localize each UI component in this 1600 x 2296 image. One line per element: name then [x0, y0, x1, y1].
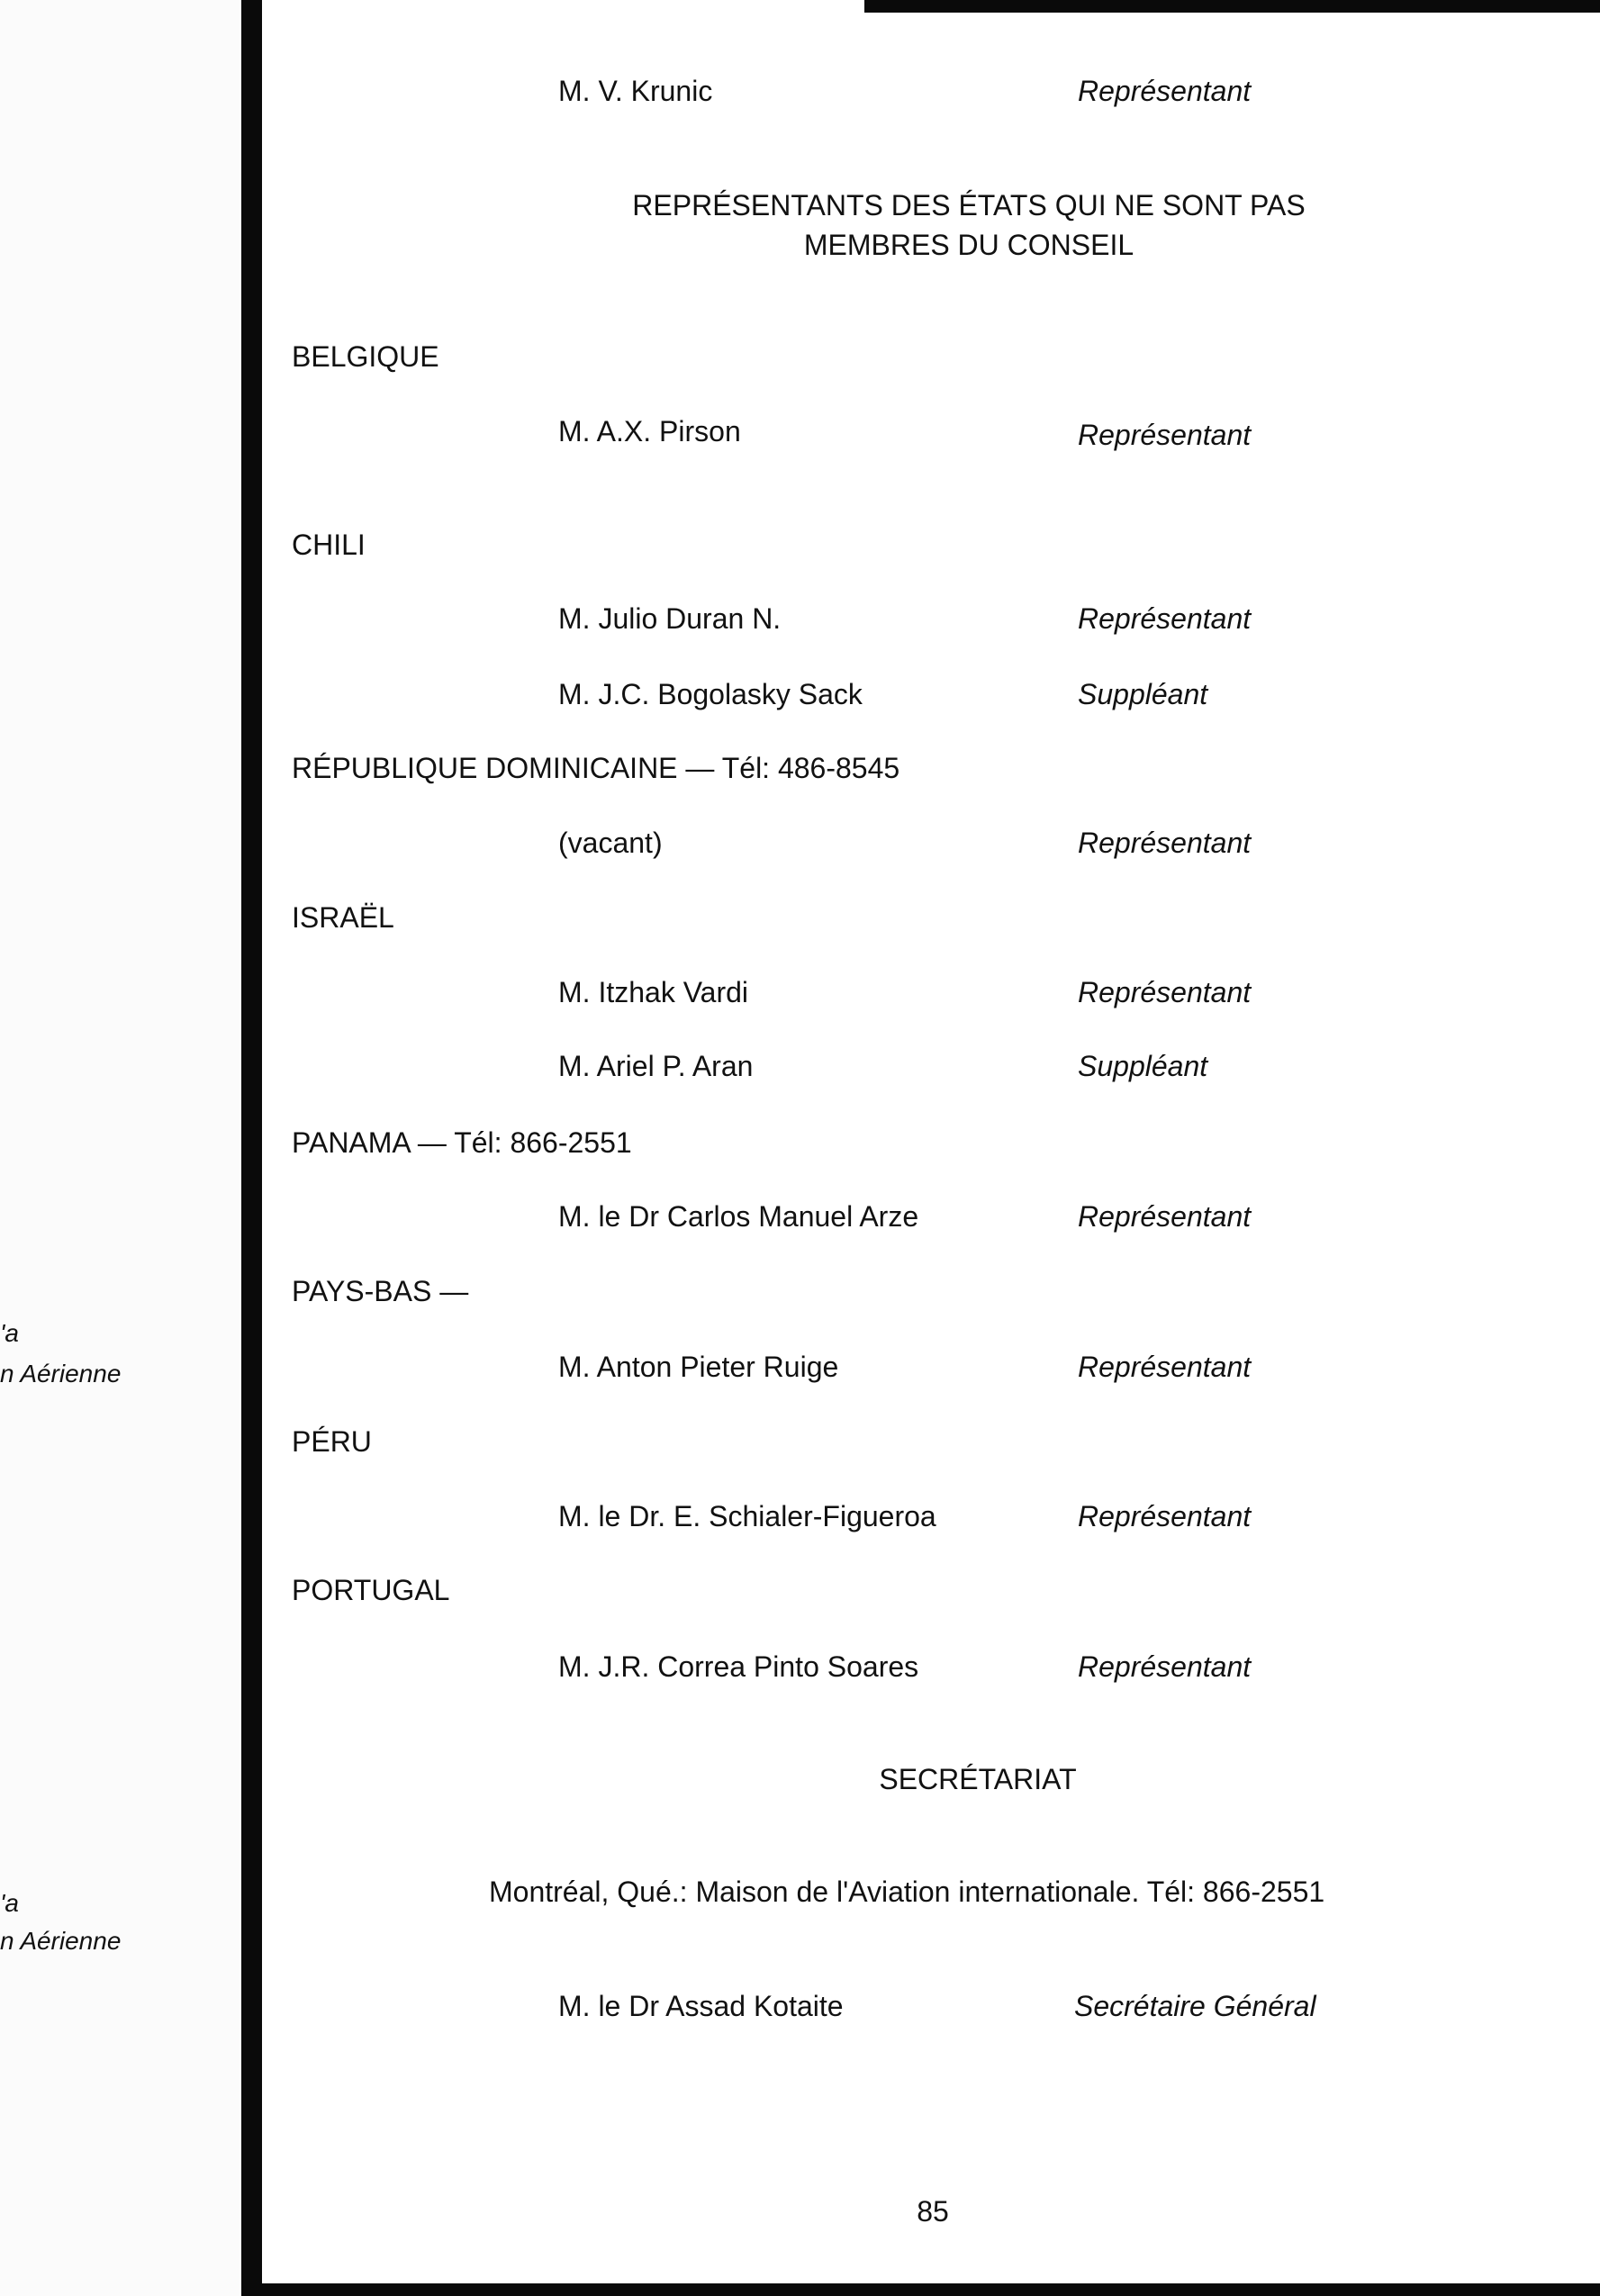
bottom-edge-shadow — [241, 2283, 1600, 2296]
member-role: Représentant — [1078, 976, 1252, 1008]
member-name: M. le Dr Assad Kotaite — [558, 1990, 844, 2022]
member-name: M. le Dr Carlos Manuel Arze — [558, 1200, 919, 1233]
member-role: Suppléant — [1078, 1050, 1208, 1082]
member-name: M. A.X. Pirson — [558, 415, 741, 447]
member-name: M. Anton Pieter Ruige — [558, 1351, 839, 1383]
document-page — [262, 0, 1600, 2283]
member-name: M. Ariel P. Aran — [558, 1050, 754, 1082]
member-name: M. Julio Duran N. — [558, 602, 782, 635]
member-role: Secrétaire Général — [1074, 1990, 1316, 2022]
margin-fragment: n Aérienne — [0, 1927, 122, 1955]
country-heading: PORTUGAL — [292, 1574, 450, 1606]
member-role: Représentant — [1078, 419, 1252, 451]
country-heading: BELGIQUE — [292, 340, 439, 373]
adjacent-page-strip — [0, 0, 240, 2296]
page-gutter-shadow — [241, 0, 262, 2296]
member-role: Représentant — [1078, 1650, 1252, 1683]
section-heading-line: REPRÉSENTANTS DES ÉTATS QUI NE SONT PAS — [632, 189, 1306, 221]
country-heading: PANAMA — Tél: 866-2551 — [292, 1126, 632, 1159]
country-heading: RÉPUBLIQUE DOMINICAINE — Tél: 486-8545 — [292, 752, 900, 784]
margin-fragment: 'a — [0, 1319, 19, 1347]
country-heading: PAYS-BAS — — [292, 1275, 469, 1307]
member-role: Représentant — [1078, 827, 1252, 859]
member-role: Représentant — [1078, 1351, 1252, 1383]
margin-fragment: 'a — [0, 1889, 19, 1917]
country-heading: CHILI — [292, 529, 366, 561]
member-name: M. J.R. Correa Pinto Soares — [558, 1650, 919, 1683]
member-name: M. le Dr. E. Schialer-Figueroa — [558, 1500, 936, 1532]
secretariat-address: Montréal, Qué.: Maison de l'Aviation internationale. Tél: 866-2551 — [489, 1876, 1325, 1908]
section-heading — [496, 185, 1442, 265]
member-role: Représentant — [1078, 602, 1252, 635]
country-heading: PÉRU — [292, 1425, 372, 1458]
member-role: Représentant — [1078, 1500, 1252, 1532]
section-heading-line: MEMBRES DU CONSEIL — [803, 229, 1134, 261]
member-name: M. Itzhak Vardi — [558, 976, 749, 1008]
member-name: (vacant) — [558, 827, 663, 859]
margin-fragment: n Aérienne — [0, 1360, 122, 1388]
member-name: M. J.C. Bogolasky Sack — [558, 678, 863, 710]
member-role: Représentant — [1078, 1200, 1252, 1233]
member-name: M. V. Krunic — [558, 75, 713, 107]
secretariat-heading: SECRÉTARIAT — [879, 1763, 1077, 1795]
member-role: Représentant — [1078, 75, 1252, 107]
page-number: 85 — [917, 2195, 949, 2228]
country-heading: ISRAËL — [292, 901, 394, 934]
member-role: Suppléant — [1078, 678, 1208, 710]
